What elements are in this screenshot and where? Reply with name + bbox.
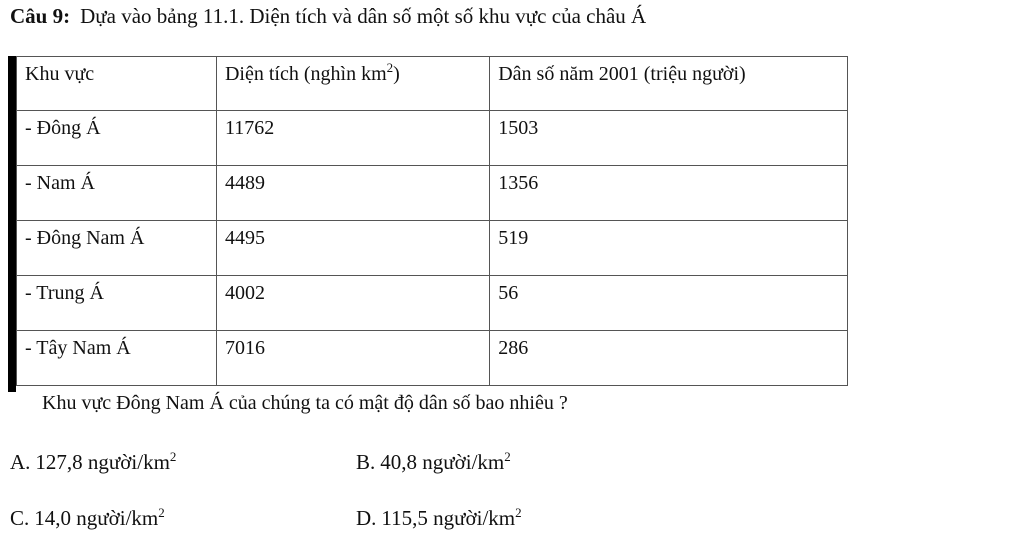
cell-population: 519: [490, 221, 848, 276]
cell-area: 4495: [216, 221, 489, 276]
cell-region: - Nam Á: [17, 166, 217, 221]
header-area-superscript: 2: [386, 60, 394, 75]
table-header-row: [17, 57, 848, 111]
cell-area: 4489: [216, 166, 489, 221]
answer-letter: D.: [356, 506, 377, 530]
cell-area: 7016: [216, 331, 489, 386]
question-heading: [10, 4, 646, 29]
question-prompt: Khu vực Đông Nam Á của chúng ta có mật độ dân số bao nhiêu ?: [42, 392, 568, 414]
cell-region: - Trung Á: [17, 276, 217, 331]
cell-region: - Tây Nam Á: [17, 331, 217, 386]
table-row: [17, 166, 848, 221]
header-region: Khu vực: [17, 57, 217, 111]
cell-area: 11762: [216, 111, 489, 166]
table-row: [17, 111, 848, 166]
data-table-container: [8, 56, 848, 392]
cell-population: 1503: [490, 111, 848, 166]
cell-population: 286: [490, 331, 848, 386]
answer-value: 115,5 người/km: [381, 506, 516, 530]
answer-value: 40,8 người/km: [380, 450, 505, 474]
area-population-table: [16, 56, 848, 386]
cell-area: 4002: [216, 276, 489, 331]
question-text: Dựa vào bảng 11.1. Diện tích và dân số một số khu vực của châu Á: [80, 4, 647, 28]
answer-option-b[interactable]: [356, 450, 511, 475]
answer-superscript: 2: [515, 505, 522, 520]
answer-value: 14,0 người/km: [34, 506, 159, 530]
cell-region: - Đông Á: [17, 111, 217, 166]
answer-value: 127,8 người/km: [35, 450, 170, 474]
table-row: [17, 221, 848, 276]
cell-region: - Đông Nam Á: [17, 221, 217, 276]
answer-option-a[interactable]: [10, 450, 176, 475]
question-number: Câu 9:: [10, 4, 71, 28]
cell-population: 1356: [490, 166, 848, 221]
answer-letter: A.: [10, 450, 31, 474]
header-population: Dân số năm 2001 (triệu người): [490, 57, 848, 111]
answer-option-d[interactable]: [356, 506, 522, 531]
answer-superscript: 2: [169, 449, 177, 464]
answer-option-c[interactable]: [10, 506, 165, 531]
left-margin-bar: [8, 56, 16, 392]
answer-superscript: 2: [158, 505, 165, 520]
cell-population: 56: [490, 276, 848, 331]
header-area-label: Diện tích (nghìn km: [224, 63, 387, 85]
answer-letter: B.: [356, 450, 376, 474]
table-row: [17, 331, 848, 386]
answer-superscript: 2: [504, 449, 511, 464]
answer-letter: C.: [10, 506, 30, 530]
header-area: [216, 57, 489, 111]
table-row: [17, 276, 848, 331]
header-area-close: ): [393, 63, 400, 85]
